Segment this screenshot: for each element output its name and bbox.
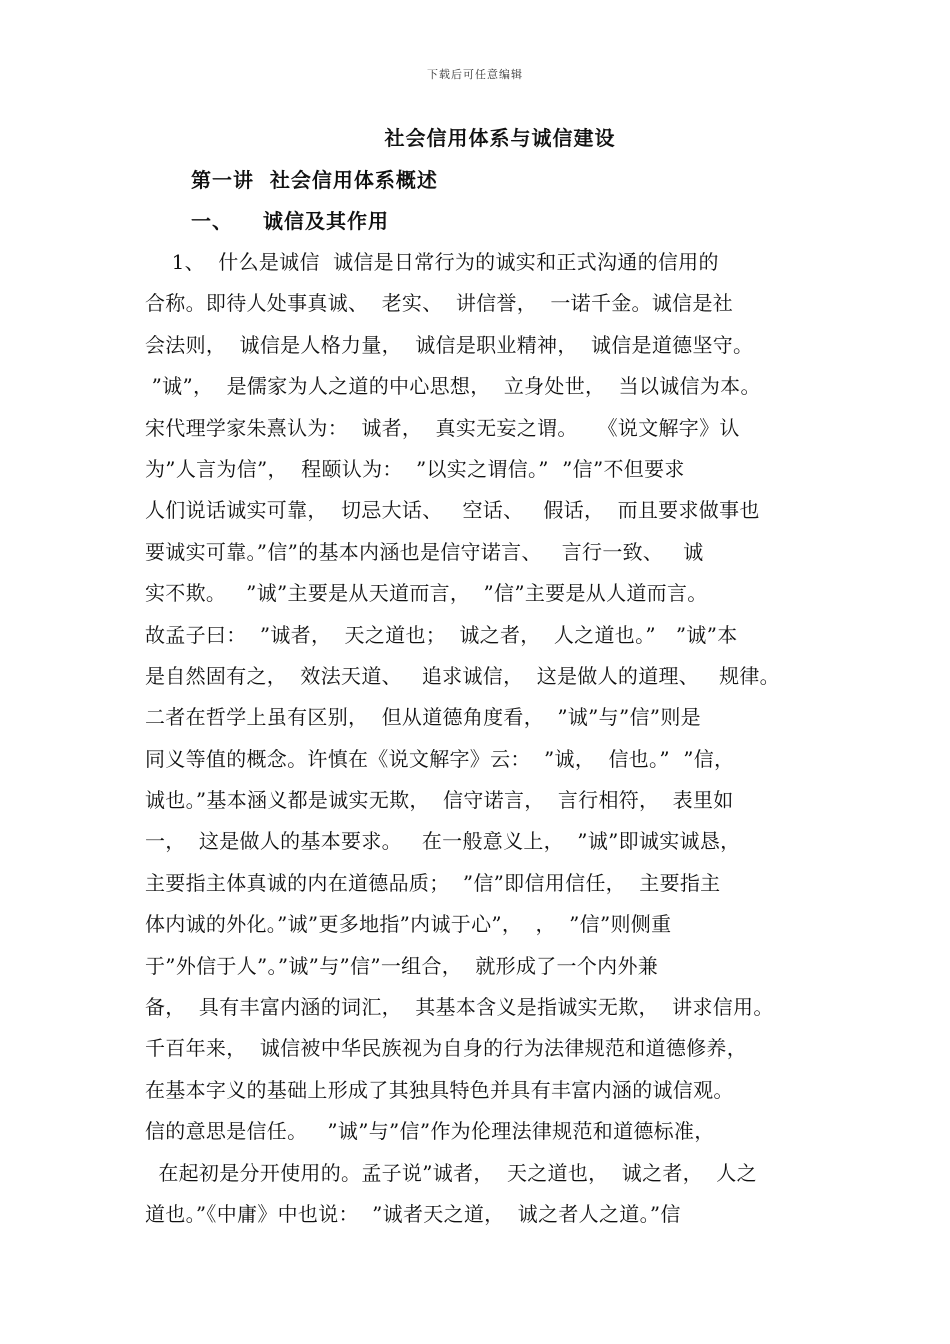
text-line: 千百年来， 诚信被中华民族视为自身的行为法律规范和道德修养， — [145, 1036, 748, 1061]
text-line: 信的意思是信任。 ”诚”与”信”作为伦理法律规范和道德标准， — [145, 1119, 715, 1144]
text-line: 实不欺。 ”诚”主要是从天道而言， ”信”主要是从人道而言。 — [145, 581, 708, 606]
text-line: 于”外信于人”。”诚”与”信”一组合， 就形成了一个内外兼 — [145, 953, 659, 978]
section-title: 诚信及其作用 — [263, 209, 389, 233]
text-line: ”诚”， 是儒家为人之道的中心思想， 立身处世， 当以诚信为本。 — [145, 374, 761, 399]
text-line: 在起初是分开使用的。孟子说”诚者， 天之道也， 诚之者， 人之 — [145, 1160, 757, 1185]
text-line: 备， 具有丰富内涵的词汇， 其基本含义是指诚实无欺， 讲求信用。 — [145, 995, 774, 1020]
lecture-title: 第一讲 社会信用体系概述 — [191, 168, 438, 192]
text-line: 故孟子曰： ”诚者， 天之道也； 诚之者， 人之道也。” ”诚”本 — [145, 622, 738, 647]
body-text — [145, 242, 825, 1235]
text-line: 宋代理学家朱熹认为： 诚者， 真实无妄之谓。 《说文解字》认 — [145, 415, 740, 440]
text-line: 合称。即待人处事真诚、 老实、 讲信誉， 一诺千金。诚信是社 — [145, 291, 734, 316]
text-line: 体内诚的外化。”诚”更多地指”内诚于心”， ， ”信”则侧重 — [145, 912, 672, 937]
text-line: 1、 什么是诚信 诚信是日常行为的诚实和正式沟通的信用的 — [145, 250, 719, 274]
document-title: 社会信用体系与诚信建设 — [384, 126, 616, 150]
text-line: 为”人言为信”， 程颐认为： ”以实之谓信。” ”信”不但要求 — [145, 456, 685, 481]
section-heading — [191, 205, 389, 234]
text-line: 人们说话诚实可靠， 切忌大话、 空话、 假话， 而且要求做事也 — [145, 498, 760, 523]
text-line: 一， 这是做人的基本要求。 在一般意义上， ”诚”即诚实诚恳， — [145, 829, 741, 854]
text-line: 在基本字义的基础上形成了其独具特色并具有丰富内涵的诚信观。 — [145, 1077, 734, 1102]
text-line: 要诚实可靠。”信”的基本内涵也是信守诺言、 言行一致、 诚 — [145, 539, 704, 564]
text-line: 主要指主体真诚的内在道德品质； ”信”即信用信任， 主要指主 — [145, 870, 721, 895]
header-note: 下载后可任意编辑 — [427, 68, 523, 81]
section-number: 一、 — [191, 209, 233, 233]
text-line: 二者在哲学上虽有区别， 但从道德角度看， ”诚”与”信”则是 — [145, 705, 701, 730]
text-line: 道也。”《中庸》中也说： ”诚者天之道， 诚之者人之道。”信 — [145, 1201, 681, 1226]
text-line: 同义等值的概念。许慎在《说文解字》云： ”诚， 信也。” ”信， — [145, 746, 735, 771]
text-line: 是自然固有之， 效法天道、 追求诚信， 这是做人的道理、 规律。 — [145, 663, 780, 688]
text-line: 会法则， 诚信是人格力量， 诚信是职业精神， 诚信是道德坚守。 — [145, 332, 754, 357]
text-line: 诚也。”基本涵义都是诚实无欺， 信守诺言， 言行相符， 表里如 — [145, 788, 734, 813]
